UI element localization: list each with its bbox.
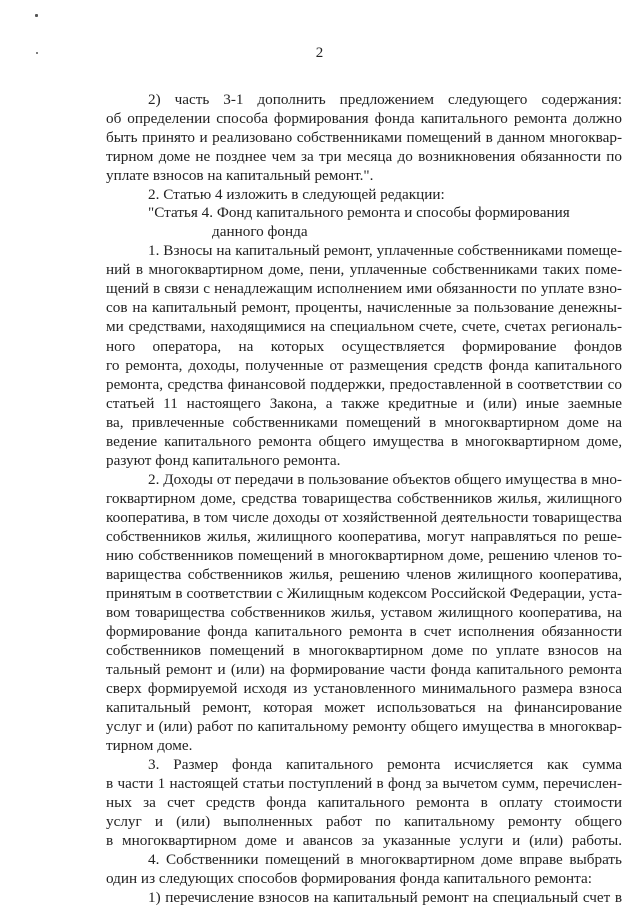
text-line: статьей 11 настоящего Закона, а также кредитные и (или) иные заемные — [106, 395, 622, 412]
text-line: уплате взносов на капитальный ремонт.". — [106, 167, 374, 184]
text-line: ми средствами, находящимися на специальном счете, счете, счетах региональ- — [106, 318, 622, 335]
text-line: один из следующих способов формирования фонда капитального ремонта: — [106, 870, 592, 887]
text-line: собственников жилья, жилищного кооператива, могут направляться по реше- — [106, 528, 622, 545]
text-line: в многоквартирном доме и авансов за указанные услуги и (или) работы. — [106, 832, 622, 849]
text-line: кооператива, в том числе доходы от хозяйственной деятельности товарищества — [106, 509, 622, 526]
text-line: ва, привлеченные собственниками помещений в многоквартирном доме на — [106, 414, 622, 431]
text-line: 4. Собственники помещений в многоквартирном доме вправе выбрать — [148, 851, 622, 868]
text-line: щений в связи с ненадлежащим исполнением ими обязанности по уплате взно- — [106, 280, 622, 297]
text-line: гоквартирном доме, средства товарищества собственников жилья, жилищного — [106, 490, 622, 507]
text-line: 2. Доходы от передачи в пользование объектов общего имущества в мно- — [148, 471, 622, 488]
text-line: 2) часть 3-1 дополнить предложением следующего содержания: — [148, 91, 622, 108]
text-line: тирном доме не позднее чем за три месяца до возникновения обязанности по — [106, 148, 622, 165]
scan-speck — [35, 14, 38, 17]
text-line: 1. Взносы на капитальный ремонт, уплаченные собственниками помеще- — [148, 242, 622, 259]
text-line: сверх формируемой исходя из установленного минимального размера взноса — [106, 680, 622, 697]
text-line: ремонта, средства финансовой поддержки, предоставленной в соответствии со — [106, 376, 622, 393]
text-line: ного оператора, на которых осуществляется формирование фондов — [106, 338, 622, 355]
text-line: тирном доме. — [106, 737, 193, 754]
text-line: нию собственников помещений в многоквартирном доме, решению членов то- — [106, 547, 622, 564]
text-line: 1) перечисление взносов на капитальный ремонт на специальный счет в — [148, 889, 622, 906]
text-line: тальный ремонт и (или) на формирование части фонда капитального ремонта — [106, 661, 622, 678]
text-line: вом товарищества собственников жилья, уставом жилищного кооператива, на — [106, 604, 622, 621]
text-line: данного фонда — [212, 223, 308, 240]
text-line: разуют фонд капитального ремонта. — [106, 452, 341, 469]
text-line: сов на капитальный ремонт, проценты, начисленные за пользование денежны- — [106, 299, 622, 316]
text-line: ний в многоквартирном доме, пени, уплаченные собственниками таких поме- — [106, 261, 622, 278]
text-line: формирование фонда капитального ремонта в счет исполнения обязанности — [106, 623, 622, 640]
text-line: ных за счет средств фонда капитального ремонта в оплату стоимости — [106, 794, 622, 811]
text-line: ведение капитального ремонта общего имущества в многоквартирном доме, — [106, 433, 622, 450]
text-line: об определении способа формирования фонда капитального ремонта должно — [106, 110, 622, 127]
text-line: собственников помещений в многоквартирном доме по уплате взносов на — [106, 642, 622, 659]
text-line: 2. Статью 4 изложить в следующей редакции: — [148, 186, 445, 203]
text-line: 3. Размер фонда капитального ремонта исчисляется как сумма — [148, 756, 622, 773]
text-line: услуг и (или) выполненных работ по капитальному ремонту общего — [106, 813, 622, 830]
text-line: услуг и (или) работ по капитальному ремонту общего имущества в многоквар- — [106, 718, 622, 735]
text-line: в части 1 настоящей статьи поступлений в фонд за вычетом сумм, перечислен- — [106, 775, 622, 792]
text-line: "Статья 4. Фонд капитального ремонта и способы формирования — [148, 204, 570, 221]
text-line: го ремонта, доходы, полученные от размещения средств фонда капитального — [106, 357, 622, 374]
text-line: варищества собственников жилья, решению членов жилищного кооператива, — [106, 566, 622, 583]
text-line: принятым в соответствии с Жилищным кодексом Российской Федерации, уста- — [106, 585, 622, 602]
page-number: 2 — [315, 45, 324, 61]
text-line: капитальный ремонт, которая может использоваться на финансирование — [106, 699, 622, 716]
text-line: быть принято и реализовано собственниками помещений в данном многоквар- — [106, 129, 622, 146]
